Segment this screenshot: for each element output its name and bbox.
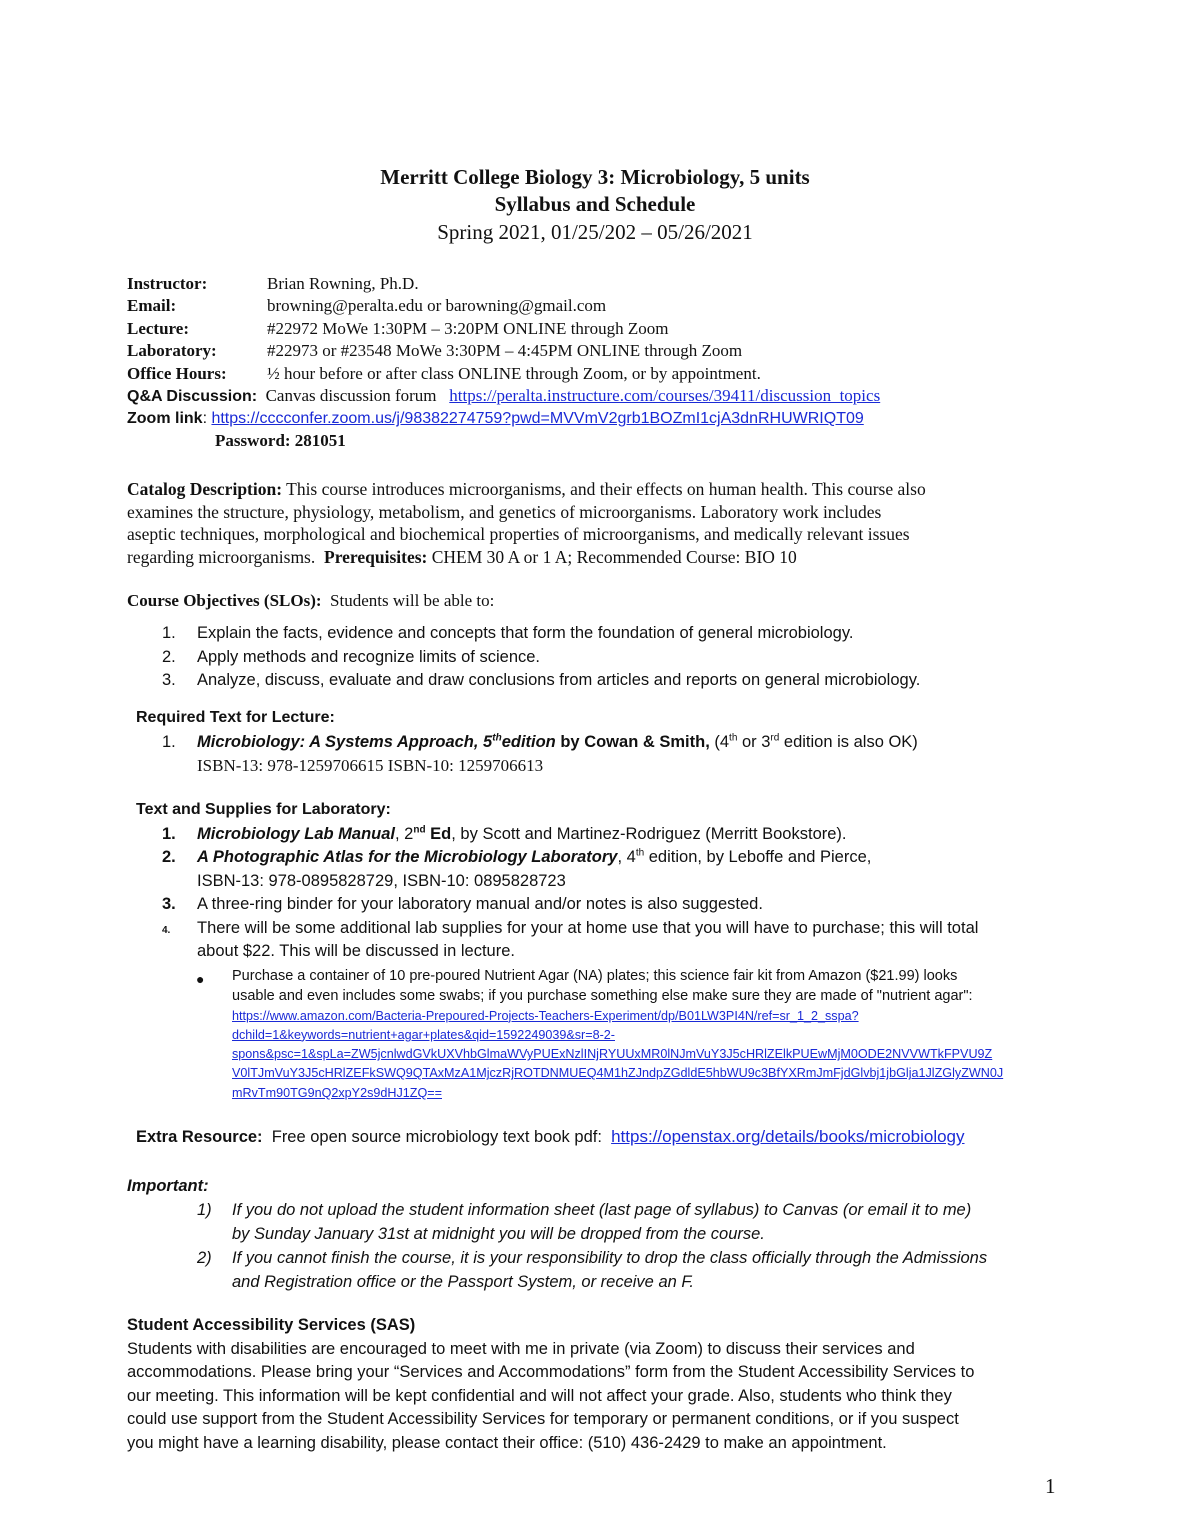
- openstax-link[interactable]: https://openstax.org/details/books/microbiology: [611, 1127, 965, 1146]
- page-subtitle: Syllabus and Schedule: [494, 192, 696, 216]
- prereq-label: Prerequisites:: [324, 546, 428, 567]
- email-row: [127, 295, 880, 317]
- list-item: 3. Analyze, discuss, evaluate and draw conclusions from articles and reports on general microbiology.: [162, 671, 921, 689]
- qa-row: [127, 385, 880, 407]
- objectives-label: Course Objectives (SLOs):: [127, 591, 322, 610]
- lecture-label: Lecture:: [127, 318, 189, 338]
- bullet-icon: ●: [196, 970, 205, 987]
- page-title: Merritt College Biology 3: Microbiology, 5 units: [380, 165, 810, 189]
- paragraph-line: our meeting. This information will be kept confidential and will not affect your grade. Also, students who think they: [127, 1386, 952, 1405]
- office-hours-row: [127, 363, 880, 385]
- objectives-intro: Students will be able to:: [330, 591, 495, 610]
- paragraph-line: you might have a learning disability, please contact their office: (510) 436-2429 to make an appointment.: [127, 1433, 887, 1452]
- qa-link[interactable]: https://peralta.instructure.com/courses/39411/discussion_topics: [449, 385, 881, 405]
- lab-text-section: [136, 798, 1066, 1103]
- catalog-line: aseptic techniques, morphological and biochemical properties of microorganisms, and medically relevant issues: [127, 524, 910, 544]
- office-hours-label: Office Hours:: [127, 363, 227, 383]
- lab-row: [127, 340, 880, 362]
- course-objectives: [127, 590, 1062, 693]
- catalog-line: This course introduces microorganisms, and their effects on human health. This course also: [286, 479, 926, 499]
- qa-text: Canvas discussion forum: [265, 385, 437, 405]
- document-header: [0, 163, 1190, 247]
- instructor-label: Instructor:: [127, 274, 208, 293]
- zoom-password: Password: 281051: [215, 430, 346, 450]
- page-number: 1: [1045, 1474, 1056, 1498]
- list-item: 2. A Photographic Atlas for the Microbiology Laboratory, 4th edition, by Leboffe and Pierce, ISBN-13: 978-0895828729, ISBN-10: 0895828723: [162, 847, 872, 890]
- office-hours-value: ½ hour before or after class ONLINE through Zoom, or by appointment.: [267, 363, 761, 383]
- catalog-label: Catalog Description:: [127, 479, 283, 499]
- lecture-isbn: ISBN-13: 978-1259706615 ISBN-10: 1259706613: [197, 756, 544, 775]
- list-item: 4. There will be some additional lab supplies for your at home use that you will have to purchase; this will total about $22. This will be discussed in lecture.: [162, 918, 979, 960]
- qa-label: Q&A Discussion:: [127, 387, 258, 405]
- extra-label: Extra Resource:: [136, 1128, 263, 1146]
- list-item: 3. A three-ring binder for your laboratory manual and/or notes is also suggested.: [162, 895, 763, 913]
- list-item: 1. Explain the facts, evidence and concepts that form the foundation of general microbiology.: [162, 624, 854, 642]
- extra-resource: [136, 1125, 1066, 1150]
- catalog-line: examines the structure, physiology, metabolism, and genetics of microorganisms. Laboratory work includes: [127, 501, 882, 522]
- section-heading: Required Text for Lecture:: [136, 709, 335, 726]
- zoom-link[interactable]: https://cccconfer.zoom.us/j/98382274759?pwd=MVVmV2grb1BOZmI1cjA3dnRHUWRIQT09: [211, 410, 864, 428]
- term-dates: Spring 2021, 01/25/202 – 05/26/2021: [437, 220, 753, 244]
- list-item: 2. Apply methods and recognize limits of science.: [162, 647, 541, 666]
- paragraph-line: could use support from the Student Accessibility Services for temporary or permanent conditions, or if you suspect: [127, 1410, 959, 1429]
- important-label: Important:: [127, 1177, 209, 1195]
- section-heading: Text and Supplies for Laboratory:: [136, 801, 391, 818]
- instructor-value: Brian Rowning, Ph.D.: [267, 274, 419, 293]
- email-label: Email:: [127, 296, 177, 316]
- zoom-label: Zoom link: [127, 410, 203, 428]
- lecture-row: [127, 318, 880, 340]
- catalog-description: [127, 478, 1062, 568]
- list-item: 1. Microbiology: A Systems Approach, 5thedition by Cowan & Smith, (4th or 3rd edition is also OK): [162, 732, 918, 751]
- email-value: browning@peralta.edu or barowning@gmail.com: [267, 296, 607, 316]
- lecture-book-title: Microbiology: A Systems Approach, 5thedition: [197, 732, 556, 751]
- course-info: [127, 273, 880, 452]
- zoom-row: Zoom link: https://cccconfer.zoom.us/j/98382274759?pwd=MVVmV2grb1BOZmI1cjA3dnRHUWRIQT09: [127, 410, 864, 428]
- list-item: 1. Microbiology Lab Manual, 2nd Ed, by Scott and Martinez-Rodriguez (Merritt Bookstore).: [162, 824, 847, 843]
- accessibility-services: [127, 1314, 1067, 1456]
- catalog-line: regarding microorganisms.: [127, 546, 316, 567]
- paragraph-line: accommodations. Please bring your “Services and Accommodations” form from the Student Accessibility Services to: [127, 1363, 975, 1382]
- section-heading: Student Accessibility Services (SAS): [127, 1316, 416, 1334]
- prereq-value: CHEM 30 A or 1 A; Recommended Course: BIO 10: [431, 546, 797, 567]
- lecture-value: #22972 MoWe 1:30PM – 3:20PM ONLINE through Zoom: [267, 318, 669, 338]
- extra-text: Free open source microbiology text book pdf:: [271, 1128, 602, 1146]
- lab-label: Laboratory:: [127, 341, 217, 361]
- instructor-row: [127, 273, 880, 295]
- supply-bullet: ● Purchase a container of 10 pre-poured Nutrient Agar (NA) plates; this science fair kit from Amazon ($21.99) looks usable and even includes some swabs; if you purchase something else make sure they are made of "nutrient agar": https://www.amazon.com/Bacteria-Prepoured-Projects-Teachers-Experiment/dp/B01LW3PI4N/ref=sr_1_2_sspa? dchild=1&keywords=nutrient+agar+plates&qid=1592249039&sr=8-2- spons&psc=1&spLa=ZW5jcnlwdGVkUXVhbGlmaWVyPUExNzlINjRYUUxMR0lNJmVuY3J5cHRlZElkPUEwMjM0ODE2NVVWTkFPVU9Z V0lTJmVuY3J5cHRlZEFkSWQ9QTAxMzA1MjczRjROTDNMUEQ4M1hZJndpZGdldE5hbWU9c3BfYXRmJmFjdGlvbj1jbGlja1JlZGlyZWN0J mRvTm90TG9nQ2xpY2s9dHJ1ZQ==: [136, 966, 1066, 1103]
- amazon-link[interactable]: https://www.amazon.com/Bacteria-Prepoured-Projects-Teachers-Experiment/dp/B01LW3PI4N/ref=sr_1_2_sspa? dchild=1&keywords=nutrient+agar+plates&qid=1592249039&sr=8-2- spons&psc=1&spLa=ZW5jcnlwdGVkUXVhbGlmaWVyPUExNzlINjRYUUxMR0lNJmVuY3J5cHRlZElkPUEwMjM0ODE2NVVWTkFPVU9Z V0lTJmVuY3J5cHRlZEFkSWQ9QTAxMzA1MjczRjROTDNMUEQ4M1hZJndpZGdldE5hbWU9c3BfYXRmJmFjdGlvbj1jbGlja1JlZGlyZWN0J mRvTm90TG9nQ2xpY2s9dHJ1ZQ==: [232, 1008, 1004, 1100]
- important-notes: [127, 1174, 1062, 1294]
- lecture-text-section: [136, 706, 1066, 778]
- paragraph-line: Students with disabilities are encouraged to meet with me in private (via Zoom) to discuss their services and: [127, 1339, 915, 1358]
- list-item: 2) If you cannot finish the course, it is your responsibility to drop the class officially through the Admissions and Registration office or the Passport System, or receive an F.: [197, 1249, 988, 1291]
- list-item: 1) If you do not upload the student information sheet (last page of syllabus) to Canvas (or email it to me) by Sunday January 31st at midnight you will be dropped from the course.: [197, 1201, 972, 1243]
- lab-value: #22973 or #23548 MoWe 3:30PM – 4:45PM ONLINE through Zoom: [267, 341, 743, 361]
